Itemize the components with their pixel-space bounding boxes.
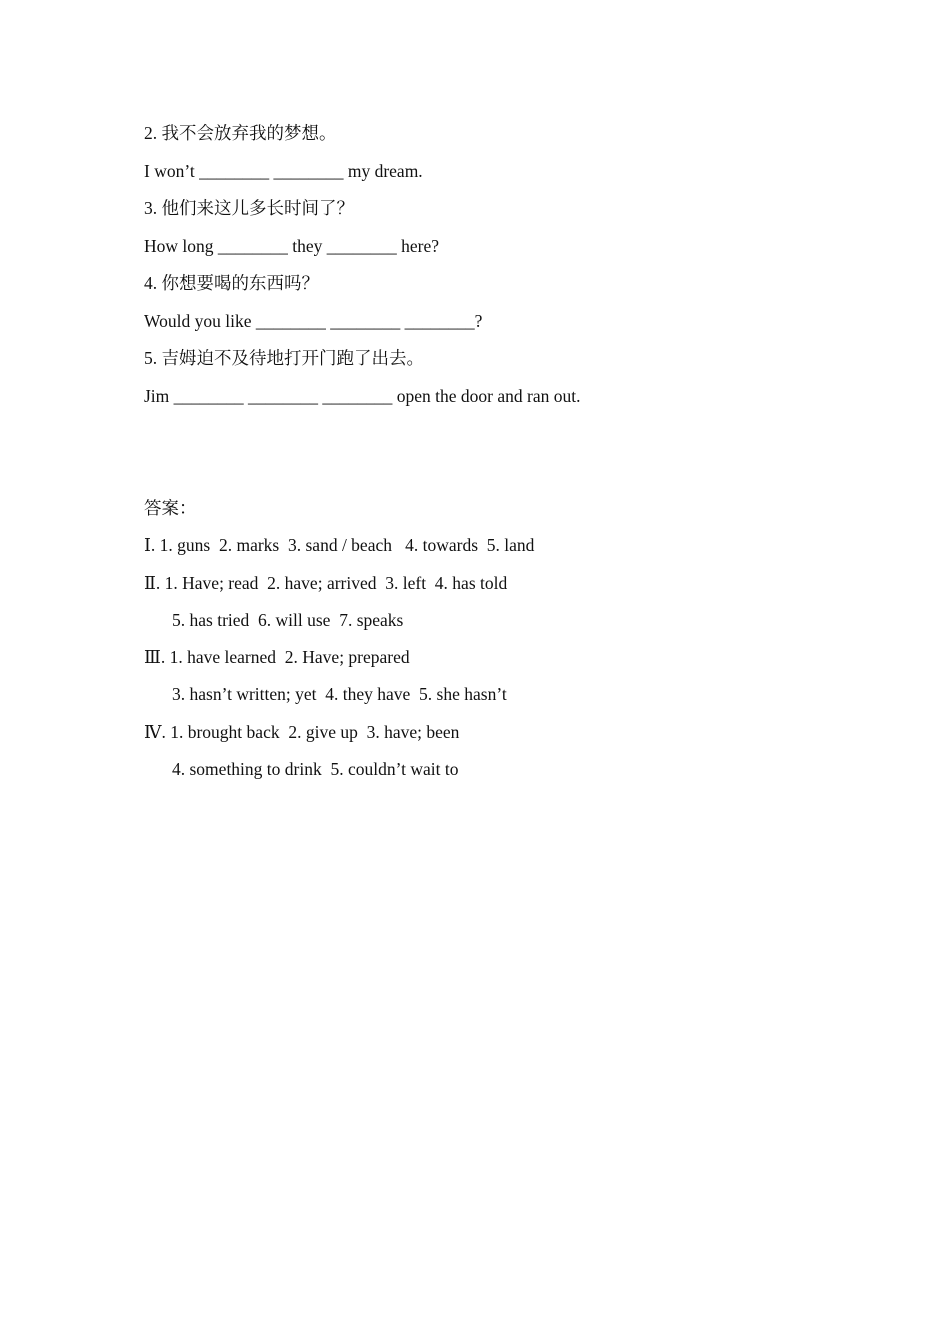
answer-section-1: Ⅰ. 1. guns 2. marks 3. sand / beach 4. towards 5. land <box>144 535 535 555</box>
exercise-4-prompt: 4. 你想要喝的东西吗？ <box>144 273 319 293</box>
answer-section-3-cont: 3. hasn’t written; yet 4. they have 5. she hasn’t <box>172 684 507 704</box>
exercise-5-sentence: Jim ________ ________ ________ open the door and ran out. <box>144 386 581 406</box>
answers-heading: 答案： <box>144 498 197 518</box>
answer-section-4-cont: 4. something to drink 5. couldn’t wait to <box>172 759 459 779</box>
exercise-3-sentence: How long ________ they ________ here? <box>144 236 440 256</box>
exercise-2-prompt: 2. 我不会放弃我的梦想。 <box>144 123 337 143</box>
exercise-4-sentence: Would you like ________ ________ ________? <box>144 311 483 331</box>
exercise-2-sentence: I won’t ________ ________ my dream. <box>144 161 423 181</box>
exercise-3-prompt: 3. 他们来这儿多长时间了？ <box>144 198 354 218</box>
answer-section-2-cont: 5. has tried 6. will use 7. speaks <box>172 610 404 630</box>
answer-section-2: Ⅱ. 1. Have; read 2. have; arrived 3. left 4. has told <box>144 573 508 593</box>
answer-section-3: Ⅲ. 1. have learned 2. Have; prepared <box>144 647 410 667</box>
exercise-5-prompt: 5. 吉姆迫不及待地打开门跑了出去。 <box>144 348 424 368</box>
answer-section-4: Ⅳ. 1. brought back 2. give up 3. have; been <box>144 722 460 742</box>
